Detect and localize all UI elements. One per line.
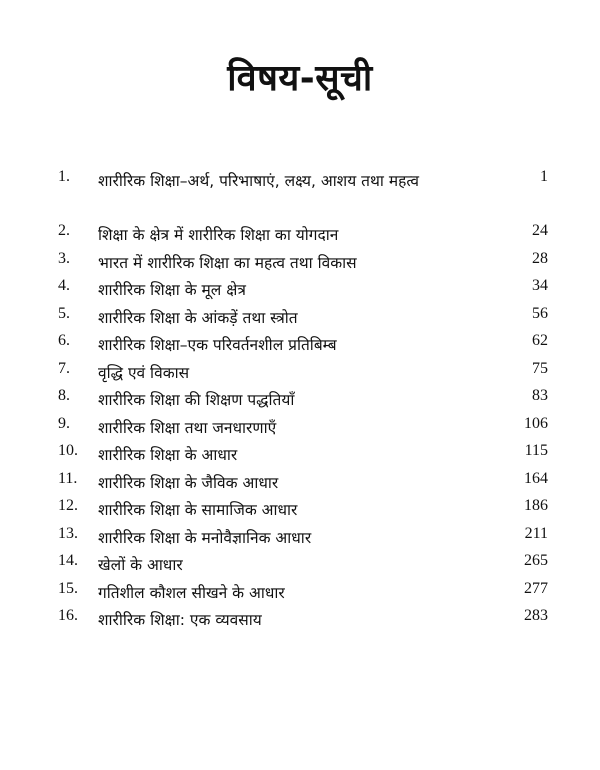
entry-number: 12. (58, 497, 78, 514)
entry-number: 7. (58, 359, 70, 377)
toc-entry (58, 580, 548, 608)
entry-title: भारत में शारीरिक शिक्षा का महत्व तथा विकास (98, 253, 357, 272)
entry-number: 10. (58, 442, 78, 459)
entry-title: गतिशील कौशल सीखने के आधार (98, 583, 285, 602)
entry-title: शारीरिक शिक्षा के आंकड़ें तथा स्त्रोत (98, 308, 298, 327)
entry-number: 14. (58, 552, 78, 569)
toc-entry (58, 332, 548, 360)
toc-entry (58, 360, 548, 388)
entry-title: शारीरिक शिक्षा के सामाजिक आधार (98, 501, 298, 519)
entry-title: शारीरिक शिक्षा की शिक्षण पद्धतियाँ (98, 391, 295, 409)
entry-title: शारीरिक शिक्षा के मूल क्षेत्र (98, 281, 246, 299)
entry-title: शारीरिक शिक्षा के आधार (98, 446, 238, 464)
entry-title: शारीरिक शिक्षा तथा जनधारणाएँ (98, 418, 277, 437)
toc-entry (58, 442, 548, 470)
toc-entry (58, 470, 548, 498)
entry-title: शारीरिक शिक्षा के जैविक आधार (98, 473, 279, 492)
entry-title: शारीरिक शिक्षा–अर्थ, परिभाषाएं, लक्ष्य, आशय तथा महत्व (98, 172, 420, 190)
entry-number: 6. (58, 332, 70, 349)
entry-page: 265 (524, 552, 548, 569)
toc-entry (58, 607, 548, 635)
entry-number: 15. (58, 579, 78, 597)
entry-page: 283 (524, 607, 548, 624)
toc-entry (58, 497, 548, 525)
entry-title: शारीरिक शिक्षा के मनोवैज्ञानिक आधार (98, 528, 312, 547)
toc-entry (58, 525, 548, 553)
entry-title: शारीरिक शिक्षा–एक परिवर्तनशील प्रतिबिम्ब (98, 336, 337, 354)
entry-title: शिक्षा के क्षेत्र में शारीरिक शिक्षा का योगदान (98, 226, 339, 244)
toc-entry (58, 277, 548, 305)
toc-entry (58, 168, 548, 222)
entry-number: 16. (58, 607, 78, 624)
entry-number: 5. (58, 304, 70, 322)
entry-number: 9. (58, 414, 70, 432)
entry-page: 75 (532, 359, 548, 377)
toc-entry (58, 387, 548, 415)
entry-page: 28 (532, 249, 548, 267)
toc-entry (58, 305, 548, 333)
entry-page: 83 (532, 387, 548, 404)
entry-page: 56 (532, 304, 548, 322)
entry-page: 34 (532, 277, 548, 294)
entry-number: 3. (58, 249, 70, 267)
toc-entry (58, 552, 548, 580)
entry-page: 62 (532, 332, 548, 349)
toc-entry (58, 250, 548, 278)
entry-page: 164 (524, 469, 548, 487)
table-of-contents (58, 168, 548, 635)
entry-title: खेलों के आधार (98, 556, 183, 574)
entry-page: 115 (524, 442, 548, 459)
entry-title: वृद्धि एवं विकास (98, 363, 190, 382)
toc-entry (58, 222, 548, 250)
entry-page: 24 (532, 222, 548, 239)
toc-entry (58, 415, 548, 443)
entry-page: 1 (540, 168, 548, 185)
entry-title: शारीरिक शिक्षा: एक व्यवसाय (98, 611, 262, 629)
entry-number: 1. (58, 168, 70, 185)
entry-number: 11. (58, 469, 78, 487)
entry-number: 2. (58, 222, 70, 239)
entry-page: 277 (524, 579, 548, 597)
entry-number: 8. (58, 387, 70, 404)
entry-page: 106 (524, 414, 548, 432)
page-title: विषय-सूची (227, 58, 373, 99)
entry-number: 13. (58, 524, 78, 542)
entry-page: 186 (524, 497, 548, 514)
entry-number: 4. (58, 277, 70, 294)
entry-page: 211 (524, 524, 548, 542)
